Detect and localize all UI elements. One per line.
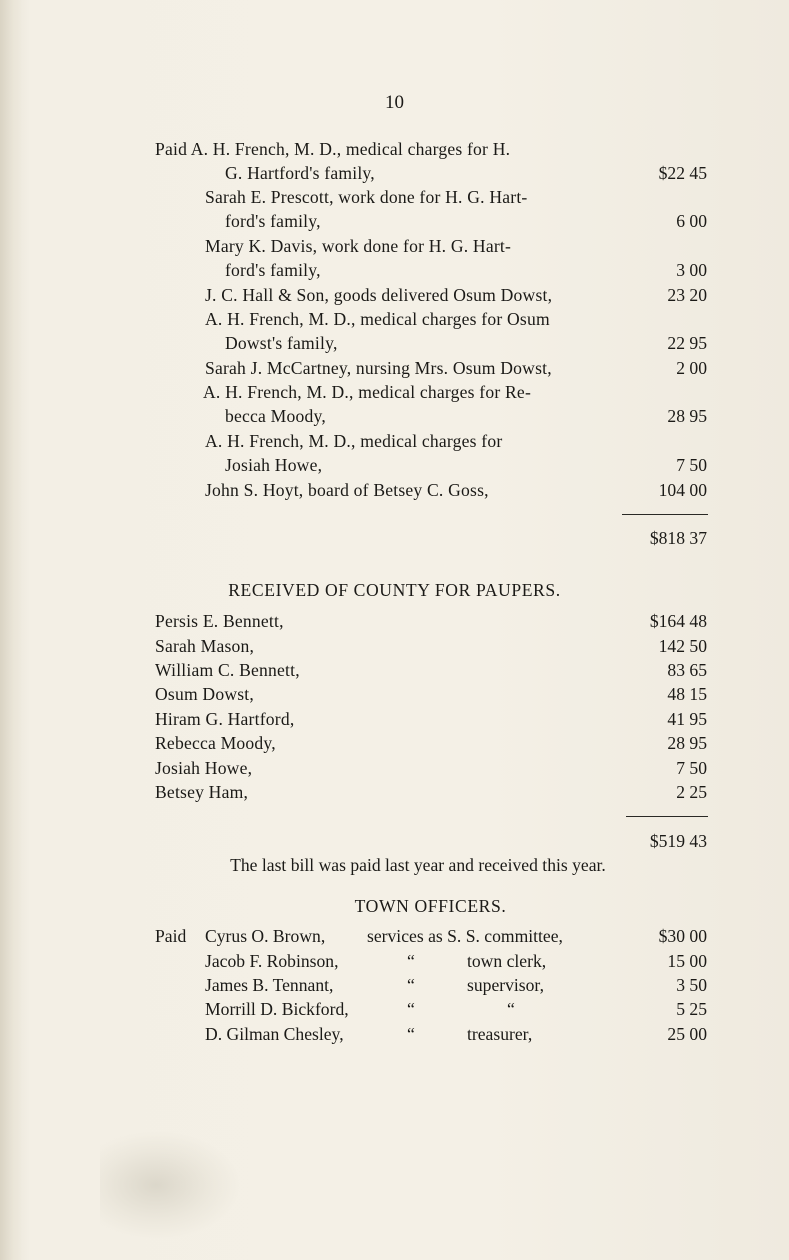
paper-stain (100, 1130, 240, 1240)
ledger-line-amount: $22 45 (658, 163, 707, 183)
ledger-line-text: A. H. French, M. D., medical charges for Re- (203, 382, 532, 402)
ledger-line-text: John S. Hoyt, board of Betsey C. Goss, (205, 480, 489, 500)
county-row-amount: 2 25 (676, 782, 707, 802)
total-rule (622, 514, 708, 515)
ledger-line-text: A. H. French, M. D., medical charges for (205, 431, 503, 451)
officer-row-amount: 25 00 (667, 1024, 707, 1044)
ledger-line-text: J. C. Hall & Son, goods delivered Osum Dowst, (205, 285, 553, 305)
ledger-line-amount: 23 20 (667, 285, 707, 305)
officer-row-name: D. Gilman Chesley, (205, 1024, 344, 1044)
page-edge-shadow (0, 0, 22, 1260)
officer-row-name: Jacob F. Robinson, (205, 951, 339, 971)
ledger-line-text: Mary K. Davis, work done for H. G. Hart- (205, 236, 512, 256)
county-row-amount: 83 65 (667, 660, 707, 680)
county-total: $519 43 (649, 831, 707, 851)
officer-row-amount: 3 50 (676, 975, 707, 995)
ledger-line-amount: 7 50 (676, 455, 707, 475)
county-row-amount: 41 95 (667, 709, 707, 729)
ledger-line-text: ford's family, (225, 260, 321, 280)
officer-row-amount: $30 00 (658, 926, 707, 946)
officer-row-amount: 5 25 (676, 999, 707, 1019)
officer-row-role: “ (507, 999, 515, 1019)
ledger-line-text: Paid A. H. French, M. D., medical charges for H. (155, 139, 511, 159)
officer-row-prefix: Paid (155, 926, 187, 946)
ledger-line-text: A. H. French, M. D., medical charges for Osum (205, 309, 550, 329)
ledger-line-text: Josiah Howe, (225, 455, 323, 475)
ledger-line-text: Sarah J. McCartney, nursing Mrs. Osum Dowst, (205, 358, 552, 378)
ledger-line-amount: 22 95 (667, 333, 707, 353)
county-row-name: William C. Bennett, (155, 660, 300, 680)
county-row-amount: $164 48 (649, 611, 707, 631)
ledger-line-amount: 3 00 (676, 260, 707, 280)
county-note: The last bill was paid last year and received this year. (230, 855, 606, 875)
officer-row-role: supervisor, (467, 975, 544, 995)
total-rule (626, 816, 708, 817)
officer-row-name: James B. Tennant, (205, 975, 334, 995)
page-number: 10 (385, 92, 404, 113)
ledger-line-amount: 6 00 (676, 211, 707, 231)
county-row-name: Hiram G. Hartford, (155, 709, 295, 729)
officer-row-name: Morrill D. Bickford, (205, 999, 349, 1019)
medical-total: $818 37 (649, 528, 707, 548)
county-row-name: Osum Dowst, (155, 684, 254, 704)
ledger-line-text: ford's family, (225, 211, 321, 231)
officer-row-amount: 15 00 (667, 951, 707, 971)
officer-row-ditto: “ (407, 999, 415, 1019)
county-row-name: Josiah Howe, (155, 758, 253, 778)
county-row-amount: 48 15 (667, 684, 707, 704)
county-row-amount: 7 50 (676, 758, 707, 778)
ledger-line-amount: 104 00 (658, 480, 707, 500)
officers-heading: TOWN OFFICERS. (354, 896, 507, 916)
ledger-line-text: Dowst's family, (225, 333, 338, 353)
ledger-line-amount: 28 95 (667, 406, 707, 426)
county-row-name: Betsey Ham, (155, 782, 249, 802)
officer-row-role: town clerk, (467, 951, 547, 971)
officer-row-role: treasurer, (467, 1024, 533, 1044)
officer-row-role: services as S. S. committee, (367, 926, 563, 946)
officer-row-ditto: “ (407, 975, 415, 995)
ledger-line-amount: 2 00 (676, 358, 707, 378)
county-row-amount: 142 50 (658, 636, 707, 656)
ledger-line-text: Sarah E. Prescott, work done for H. G. Hart- (205, 187, 528, 207)
county-row-amount: 28 95 (667, 733, 707, 753)
county-row-name: Persis E. Bennett, (155, 611, 284, 631)
county-row-name: Rebecca Moody, (155, 733, 276, 753)
county-row-name: Sarah Mason, (155, 636, 255, 656)
officer-row-ditto: “ (407, 1024, 415, 1044)
officer-row-name: Cyrus O. Brown, (205, 926, 326, 946)
ledger-line-text: becca Moody, (225, 406, 326, 426)
officer-row-ditto: “ (407, 951, 415, 971)
county-heading: RECEIVED OF COUNTY FOR PAUPERS. (228, 580, 561, 600)
ledger-line-text: G. Hartford's family, (225, 163, 375, 183)
